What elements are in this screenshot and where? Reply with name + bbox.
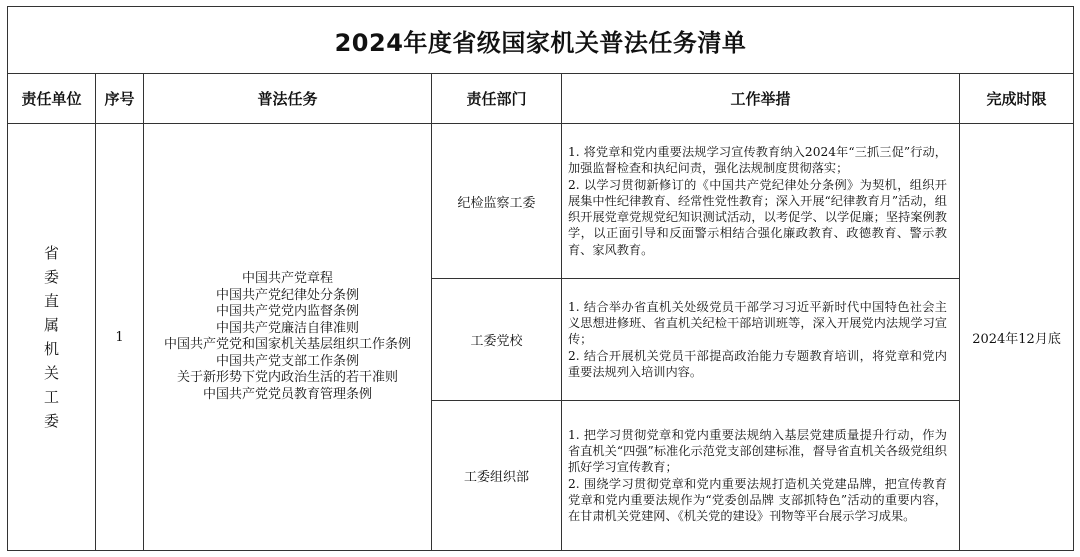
tasks-cell — [144, 124, 432, 551]
task-list-table — [7, 6, 1074, 551]
measure-item: 2. 围绕学习贯彻党章和党内重要法规打造机关党建品牌，把宣传教育党章和党内重要法规作为“党委创品牌 支部抓特色”活动的重要内容，在甘肃机关党建网、《机关党的建设》刊物等平台展示学习成果。 — [568, 476, 947, 524]
dept-cell: 工委组织部 — [432, 401, 562, 551]
task-item: 关于新形势下党内政治生活的若干准则 — [176, 370, 398, 385]
header-dept: 责任部门 — [432, 74, 562, 124]
measure-item: 1. 结合举办省直机关处级党员干部学习习近平新时代中国特色社会主义思想进修班、省直机关纪检干部培训班等，深入开展党内法规学习宣传； — [568, 299, 947, 347]
unit-cell — [8, 124, 96, 551]
header-unit: 责任单位 — [8, 74, 96, 124]
task-item: 中国共产党支部工作条例 — [215, 353, 359, 369]
table-header-row — [8, 74, 1074, 124]
header-seq: 序号 — [96, 74, 144, 124]
document-title: 2024年度省级国家机关普法任务清单 — [8, 7, 1074, 74]
header-task: 普法任务 — [144, 74, 432, 124]
measures-cell — [562, 401, 960, 551]
seq-cell: 1 — [96, 124, 144, 551]
dept-cell: 纪检监察工委 — [432, 124, 562, 279]
measures-cell — [562, 124, 960, 279]
header-deadline: 完成时限 — [960, 74, 1074, 124]
measure-item: 1. 把学习贯彻党章和党内重要法规纳入基层党建质量提升行动，作为省直机关“四强”标准化示范党支部创建标准，督导省直机关各级党组织抓好学习宣传教育； — [568, 427, 947, 475]
measure-item: 2. 结合开展机关党员干部提高政治能力专题教育培训，将党章和党内重要法规列入培训内容。 — [568, 348, 947, 379]
task-item: 中国共产党党和国家机关基层组织工作条例 — [163, 337, 411, 352]
task-item: 中国共产党纪律处分条例 — [215, 287, 359, 303]
measures-cell — [562, 279, 960, 401]
deadline-cell: 2024年12月底 — [960, 124, 1074, 551]
unit-name: 省委直属机关工委 — [43, 244, 59, 430]
dept-cell: 工委党校 — [432, 279, 562, 401]
task-item: 中国共产党党内监督条例 — [215, 304, 359, 319]
task-item: 中国共产党章程 — [241, 271, 333, 286]
measure-item: 2. 以学习贯彻新修订的《中国共产党纪律处分条例》为契机，组织开展集中性纪律教育、经常性党性教育；深入开展“纪律教育月”活动，组织开展党章党规党纪知识测试活动，以考促学、以学促廉；坚持案例教学，以正面引导和反面警示相结合强化廉政教育、政德教育、警示教育、家风教育。 — [568, 177, 947, 257]
task-item: 中国共产党廉洁自律准则 — [215, 320, 359, 336]
table-row — [8, 124, 1074, 279]
task-item: 中国共产党党员教育管理条例 — [202, 386, 372, 402]
measure-item: 1. 将党章和党内重要法规学习宣传教育纳入2024年“三抓三促”行动，加强监督检查和执纪问责，强化法规制度贯彻落实； — [568, 144, 947, 176]
header-measures: 工作举措 — [562, 74, 960, 124]
